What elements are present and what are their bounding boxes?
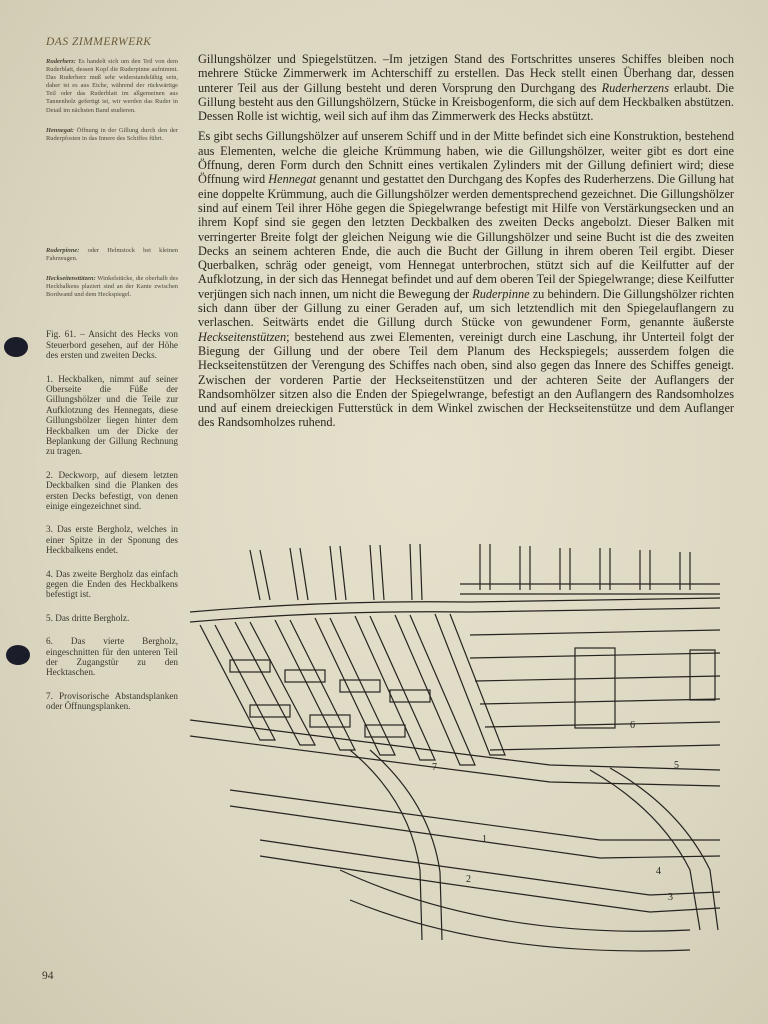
label-6: 6 xyxy=(630,720,635,731)
note-term: Hennegat: xyxy=(46,126,75,134)
note-text: oder Helmstock bei kleinen Fahrzeugen. xyxy=(46,246,178,262)
note-text: Öffnung in der Gillung durch den der Ruderpfosten in das Innere des Schiffes führt. xyxy=(46,126,178,142)
illustration-svg xyxy=(190,540,730,960)
margin-note-ruderherz xyxy=(46,58,178,115)
figure-legend xyxy=(46,329,178,711)
note-term: Heckseitenstützen: xyxy=(46,275,96,283)
note-text: Es handelt sich um den Teil von dem Ruderblatt, dessen Kopf die Ruderpinne aufnimmt. Das Ruderherz muß sehr widerstandsfähig sein, daher ist es aus Eiche, während der rückwärtige Teil oder das Ruderblatt im allgemeinen aus Tannenholz gefertigt ist, wir werden das Ruder in Detail im nächsten Band studieren. xyxy=(46,58,178,114)
label-2: 2 xyxy=(466,874,471,885)
page-number: 94 xyxy=(42,970,54,982)
binding-hole xyxy=(4,337,28,357)
counter-timbers xyxy=(200,614,505,765)
wales xyxy=(190,720,720,912)
legend-item-6: 6. Das vierte Bergholz, eingeschnitten für den unteren Teil der Zugangstür zu den Hecktaschen. xyxy=(46,636,178,678)
legend-item-7: 7. Provisorische Abstandsplanken oder Öffnungsplanken. xyxy=(46,690,178,712)
main-text xyxy=(198,52,734,436)
term-heckseitenstuetzen: Heckseitenstützen xyxy=(198,329,287,344)
text-run: genannt und gestattet den Durchgang des Kopfes des Ruderherzens. Die Gillung hat eine doppelte Krümmung, auch die Gillungshölzer werden dementsprechend gezeichnet. Die Gillungshölzer sind auf einem Teil ihrer Höhe gegen die Spiegelwrange befestigt mit Hilfe von Verstärkungsecken und an ihrem Kopf sind sie gegen den letzten Deckbalken des zweiten Decks angebolzt. Dieser Balken mit verringerter Breite folgt der gleichen Neigung wie die Gillungshölzer und seine Bucht ist die des zweiten Decks an seinem achteren Ende, die auch die Bucht der Gillung in ihrem oberen Teil ergibt. Dieser Querbalken, schräg oder geneigt, vom Hennegat unterbrochen, stützt sich auf die Keilfutter auf der Aufklotzung, in der sich das Hennegat befindet und auf dem oberen Teil der Spiegelwrange; diese Keilfutter verjüngen sich nach innen, um nicht die Bewegung der xyxy=(198,172,734,301)
note-term: Ruderpinne: xyxy=(46,246,80,254)
running-head: DAS ZIMMERWERK xyxy=(46,36,152,48)
cross-chocks xyxy=(230,660,430,737)
label-4: 4 xyxy=(656,866,661,877)
term-ruderpinne: Ruderpinne xyxy=(472,286,530,301)
margin-note-ruderpinne xyxy=(46,247,178,263)
stern-framing-illustration xyxy=(190,540,730,960)
margin-note-hennegat xyxy=(46,127,178,143)
text-run: erlaubt. Die Gillung besteht aus den Gillungshölzern, Stücke in Kreisbogenform, die sich auf dem Heckbalken abstützen. Dessen Rolle ist wichtig, weil sich auf ihm das Zimmerwerk des Hecks abstützt. xyxy=(198,80,734,124)
legend-item-3: 3. Das erste Bergholz, welches in einer Spitze in der Sponung des Heckbalkens endet. xyxy=(46,524,178,556)
legend-item-2: 2. Deckworp, auf diesem letzten Deckbalken sind die Planken des ersten Decks befestigt, von denen einige eingezeichnet sind. xyxy=(46,469,178,511)
note-text: Winkelstücke, die oberhalb des Heckbalkens plaziert sind an der Kante zwischen Bordwand und dem Heckspiegel. xyxy=(46,275,178,299)
term-hennegat: Hennegat xyxy=(268,172,317,187)
margin-note-heckseitenstuetzen xyxy=(46,275,178,299)
legend-item-5: 5. Das dritte Bergholz. xyxy=(46,612,130,623)
text-run: Es gibt sechs Gillungshölzer auf unserem Schiff und in der Mitte befindet sich eine Konstruktion, bestehend aus Elementen, welche die gleiche Krümmung haben, wie die Gillungshölzer, weiter gibt es dort eine Öffnung, deren Form durch den Schnitt eines vertikalen Zylinders mit der Gillung definiert wird; diese Öffnung wird xyxy=(198,129,734,187)
note-term: Ruderherz: xyxy=(46,58,76,65)
label-1: 1 xyxy=(482,834,487,845)
label-3: 3 xyxy=(668,892,673,903)
label-7: 7 xyxy=(432,762,437,773)
upper-stanchions xyxy=(250,544,690,600)
text-run: ; bestehend aus zwei Elementen, vereinigt durch eine Laschung, ihr Unterteil folgt der Biegung der Gillung und der obere Teil dem Planum des Heckspiegels; ausserdem folgen die Heckseitenstützen der Verengung des Schiffes nach oben, sind also gegen das Innere des Schiffes geneigt. Zwischen der vorderen Partie der Heckseitenstützen und der achteren Seite der Auflangers der Randsomhölzer sitzen also die Enden der Spiegelwrange, befestigt an den Auflangern des Randsomholzes und auf einem dreieckigen Futterstück in dem Winkel zwischen der Heckseitenstütze und dem Auflanger des Randsomholzes ruhend. xyxy=(198,329,734,430)
text-run: Gillungshölzer und Spiegelstützen. –Im jetzigen Stand des Fortschrittes unseres Schiffes bleiben noch mehrere Stücke Zimmerwerk im Achterschiff zu erstellen. Das Heck stellt einen Überhang dar, dessen unterer Teil aus der Gillung besteht und deren Vorsprung den Durchgang des xyxy=(198,52,734,95)
paragraph-1 xyxy=(198,52,734,123)
stern-planking xyxy=(470,630,720,750)
label-5: 5 xyxy=(674,760,679,771)
binding-hole xyxy=(6,645,30,665)
legend-item-4: 4. Das zweite Bergholz das einfach gegen die Enden des Heckbalkens befestigt ist. xyxy=(46,568,178,600)
figure-caption: Fig. 61. – Ansicht des Hecks von Steuerbord gesehen, auf der Höhe des ersten und zweiten Decks. xyxy=(46,329,178,361)
term-ruderherzens: Ruderherzens xyxy=(601,80,669,95)
figure-labels xyxy=(432,720,679,903)
legend-item-1: 1. Heckbalken, nimmt auf seiner Oberseite die Füße der Gillungshölzer und die Teile zur Aufklotzung des Hennegats, diese Gillungshölzer liegen hinter dem Heckbalken um der Dicke der Beplankung der Gillung Rechnung zu tragen. xyxy=(46,373,178,457)
paragraph-2 xyxy=(198,129,734,429)
text-run: zu behindern. Die Gillungshölzer richten sich dann über der Gillung zu einer Geraden auf, um sich letztendlich mit den Spiegelauflangern zu verlaschen. Seitwärts endet die Gillung durch Stücke von gewundener Form, genannte äußerste xyxy=(198,286,735,330)
margin-column xyxy=(40,36,178,725)
